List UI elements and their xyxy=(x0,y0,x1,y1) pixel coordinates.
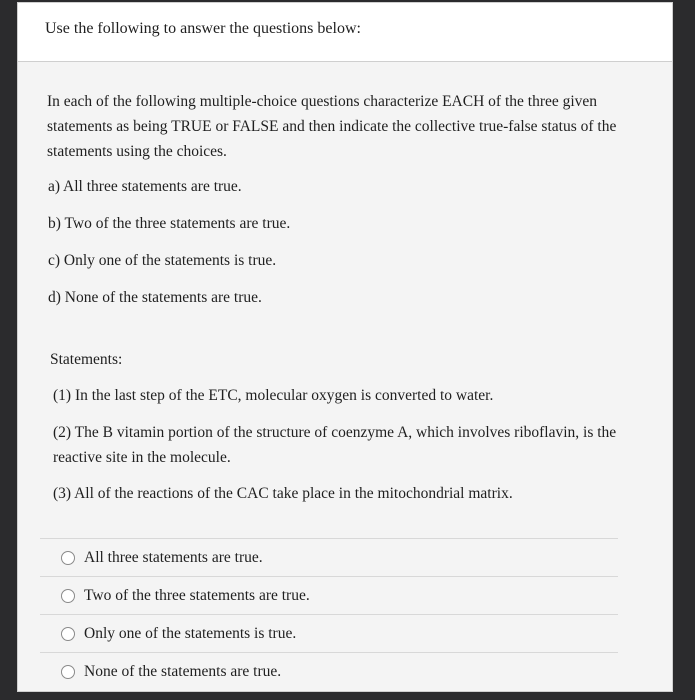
answer-label[interactable]: All three statements are true. xyxy=(84,548,263,566)
radio-button-icon[interactable] xyxy=(61,665,75,679)
statement-2: (2) The B vitamin portion of the structure of coenzyme A, which involves riboflavin, is the reactive site in the molecule. xyxy=(53,424,617,466)
instructions-text: In each of the following multiple-choice questions characterize EACH of the three given statements as being TRUE or FALSE and then indicate the collective true-false status of the statements using the choices. xyxy=(47,93,617,160)
statement-1: (1) In the last step of the ETC, molecular oxygen is converted to water. xyxy=(53,387,494,404)
answer-label[interactable]: Two of the three statements are true. xyxy=(84,586,310,604)
header-text: Use the following to answer the questions below: xyxy=(45,20,361,37)
answer-label[interactable]: Only one of the statements is true. xyxy=(84,624,297,642)
choice-legend-c: c) Only one of the statements is true. xyxy=(48,252,277,269)
radio-button-icon[interactable] xyxy=(61,551,75,565)
radio-button-icon[interactable] xyxy=(61,627,75,641)
answer-option-1[interactable] xyxy=(40,538,618,576)
choice-legend-b: b) Two of the three statements are true. xyxy=(48,215,291,232)
answer-label[interactable]: None of the statements are true. xyxy=(84,662,282,680)
choice-legend-a: a) All three statements are true. xyxy=(48,178,242,195)
answer-option-2[interactable] xyxy=(40,576,618,614)
statement-3: (3) All of the reactions of the CAC take place in the mitochondrial matrix. xyxy=(53,485,513,502)
statements-title: Statements: xyxy=(50,351,123,368)
radio-button-icon[interactable] xyxy=(61,589,75,603)
answer-option-3[interactable] xyxy=(40,614,618,652)
choice-legend-d: d) None of the statements are true. xyxy=(48,289,262,306)
answer-option-4[interactable] xyxy=(40,652,618,690)
